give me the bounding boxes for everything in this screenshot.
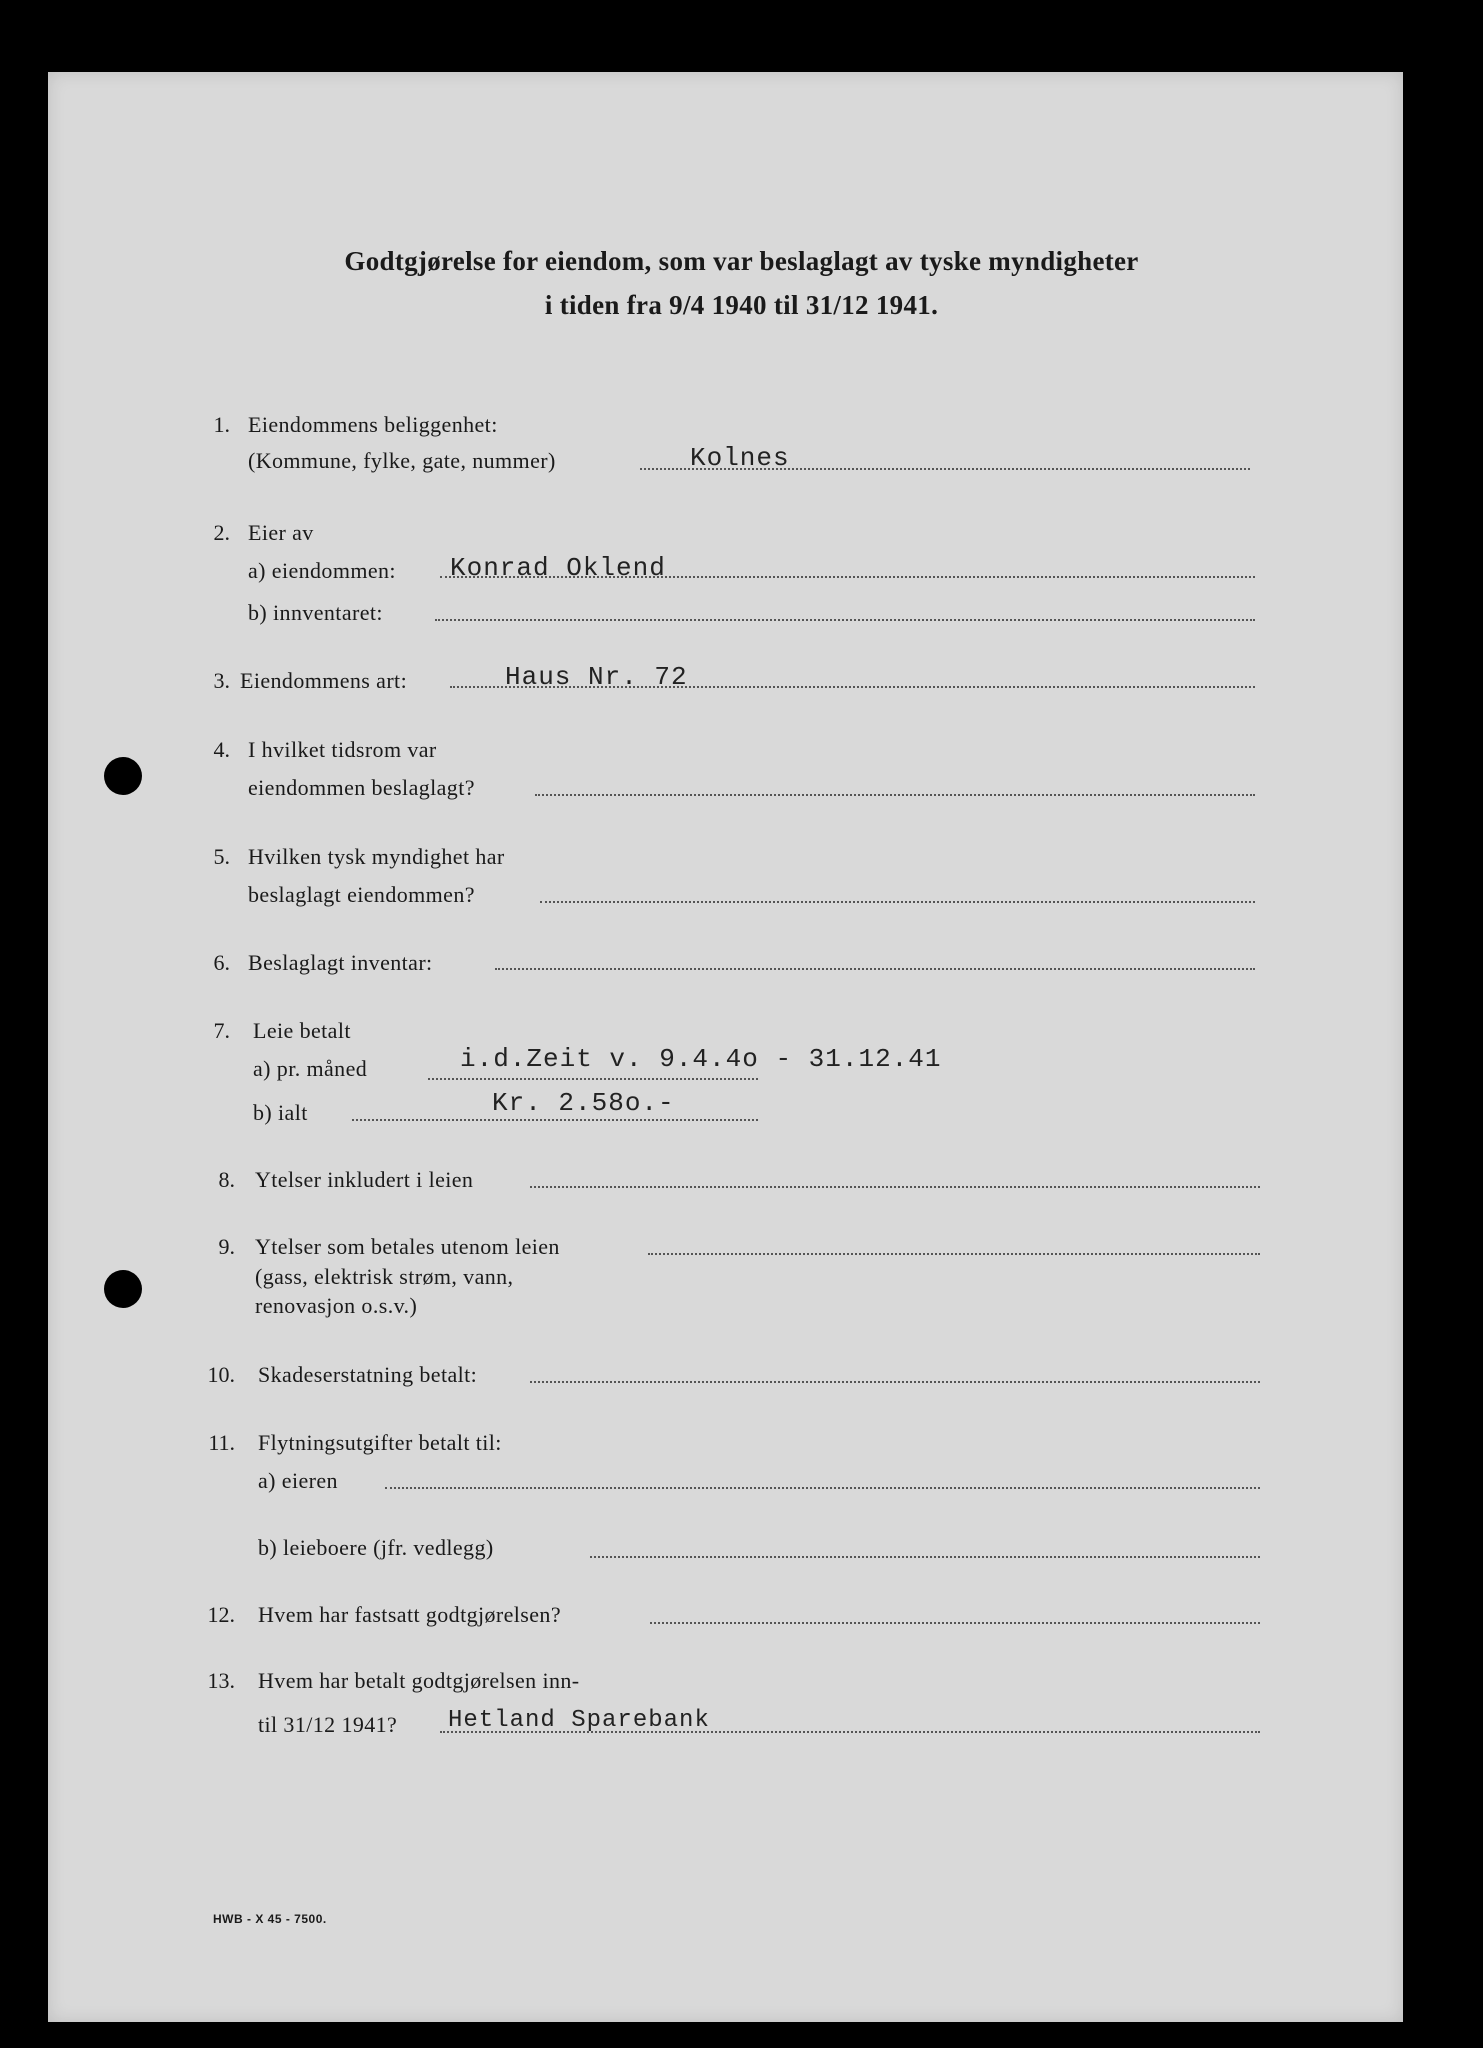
item-11-label: Flytningsutgifter betalt til: — [258, 1430, 502, 1455]
item-2a-value: Konrad Oklend — [450, 553, 666, 583]
item-5-sublabel: beslaglagt eiendommen? — [248, 882, 475, 907]
item-11a-field-line — [385, 1487, 1260, 1489]
item-7-label: Leie betalt — [253, 1018, 351, 1043]
item-7b-label: b) ialt — [253, 1100, 308, 1125]
item-7a-field-line — [428, 1078, 758, 1080]
item-7a-value: i.d.Zeit v. 9.4.4o - 31.12.41 — [460, 1044, 942, 1074]
item-7a-label: a) pr. måned — [253, 1056, 368, 1081]
punch-hole-bottom — [104, 1270, 142, 1308]
item-5-field-line — [540, 901, 1255, 903]
item-11b-field-line — [590, 1556, 1260, 1558]
print-code-footer: HWB - X 45 - 7500. — [213, 1912, 327, 1926]
item-4-label: I hvilket tidsrom var — [248, 737, 437, 762]
item-13-label: Hvem har betalt godtgjørelsen inn- — [258, 1668, 580, 1693]
item-3-label: Eiendommens art: — [240, 668, 408, 693]
item-9-field-line — [648, 1253, 1260, 1255]
item-8-field-line — [530, 1186, 1260, 1188]
item-10-number: 10. — [207, 1362, 235, 1387]
item-6-label: Beslaglagt inventar: — [248, 950, 433, 975]
item-9-label: Ytelser som betales utenom leien — [255, 1234, 560, 1259]
item-1-label: Eiendommens beliggenhet: — [248, 412, 498, 437]
item-9-number: 9. — [218, 1234, 235, 1259]
item-9-sublabel-1: (gass, elektrisk strøm, vann, — [255, 1264, 514, 1289]
item-10-label: Skadeserstatning betalt: — [258, 1362, 478, 1387]
item-11b-label: b) leieboere (jfr. vedlegg) — [258, 1535, 494, 1560]
item-12-field-line — [650, 1622, 1260, 1624]
item-4-number: 4. — [213, 737, 230, 762]
item-1-number: 1. — [213, 412, 230, 437]
item-10-field-line — [530, 1381, 1260, 1383]
punch-hole-top — [104, 757, 142, 795]
item-12-label: Hvem har fastsatt godtgjørelsen? — [258, 1602, 561, 1627]
item-3-number: 3. — [213, 668, 230, 693]
item-2b-label: b) innventaret: — [248, 600, 383, 625]
item-1-sublabel: (Kommune, fylke, gate, nummer) — [248, 448, 556, 473]
item-5-number: 5. — [213, 844, 230, 869]
item-2a-label: a) eiendommen: — [248, 558, 396, 583]
item-11a-label: a) eieren — [258, 1468, 338, 1493]
item-5-label: Hvilken tysk myndighet har — [248, 844, 505, 869]
item-4-sublabel: eiendommen beslaglagt? — [248, 775, 475, 800]
item-2-number: 2. — [213, 520, 230, 545]
item-6-number: 6. — [213, 950, 230, 975]
form-title-line-2: i tiden fra 9/4 1940 til 31/12 1941. — [544, 290, 939, 320]
item-7b-field-line — [352, 1119, 758, 1121]
item-8-number: 8. — [218, 1167, 235, 1192]
item-6-field-line — [495, 968, 1255, 970]
form-title-line-1: Godtgjørelse for eiendom, som var beslaglagt av tyske myndigheter — [344, 246, 1139, 276]
item-11-number: 11. — [208, 1430, 235, 1455]
item-13-sublabel: til 31/12 1941? — [258, 1712, 398, 1737]
item-7-number: 7. — [213, 1018, 230, 1043]
item-8-label: Ytelser inkludert i leien — [255, 1167, 474, 1192]
item-7b-value: Kr. 2.58o.- — [492, 1088, 675, 1118]
item-1-value: Kolnes — [690, 443, 790, 473]
item-4-field-line — [535, 794, 1255, 796]
item-12-number: 12. — [207, 1602, 235, 1627]
item-9-sublabel-2: renovasjon o.s.v.) — [255, 1293, 418, 1318]
item-2-label: Eier av — [248, 520, 314, 545]
item-3-value: Haus Nr. 72 — [505, 662, 688, 692]
item-13-value: Hetland Sparebank — [448, 1707, 710, 1734]
item-13-number: 13. — [207, 1668, 235, 1693]
item-2b-field-line — [435, 619, 1255, 621]
